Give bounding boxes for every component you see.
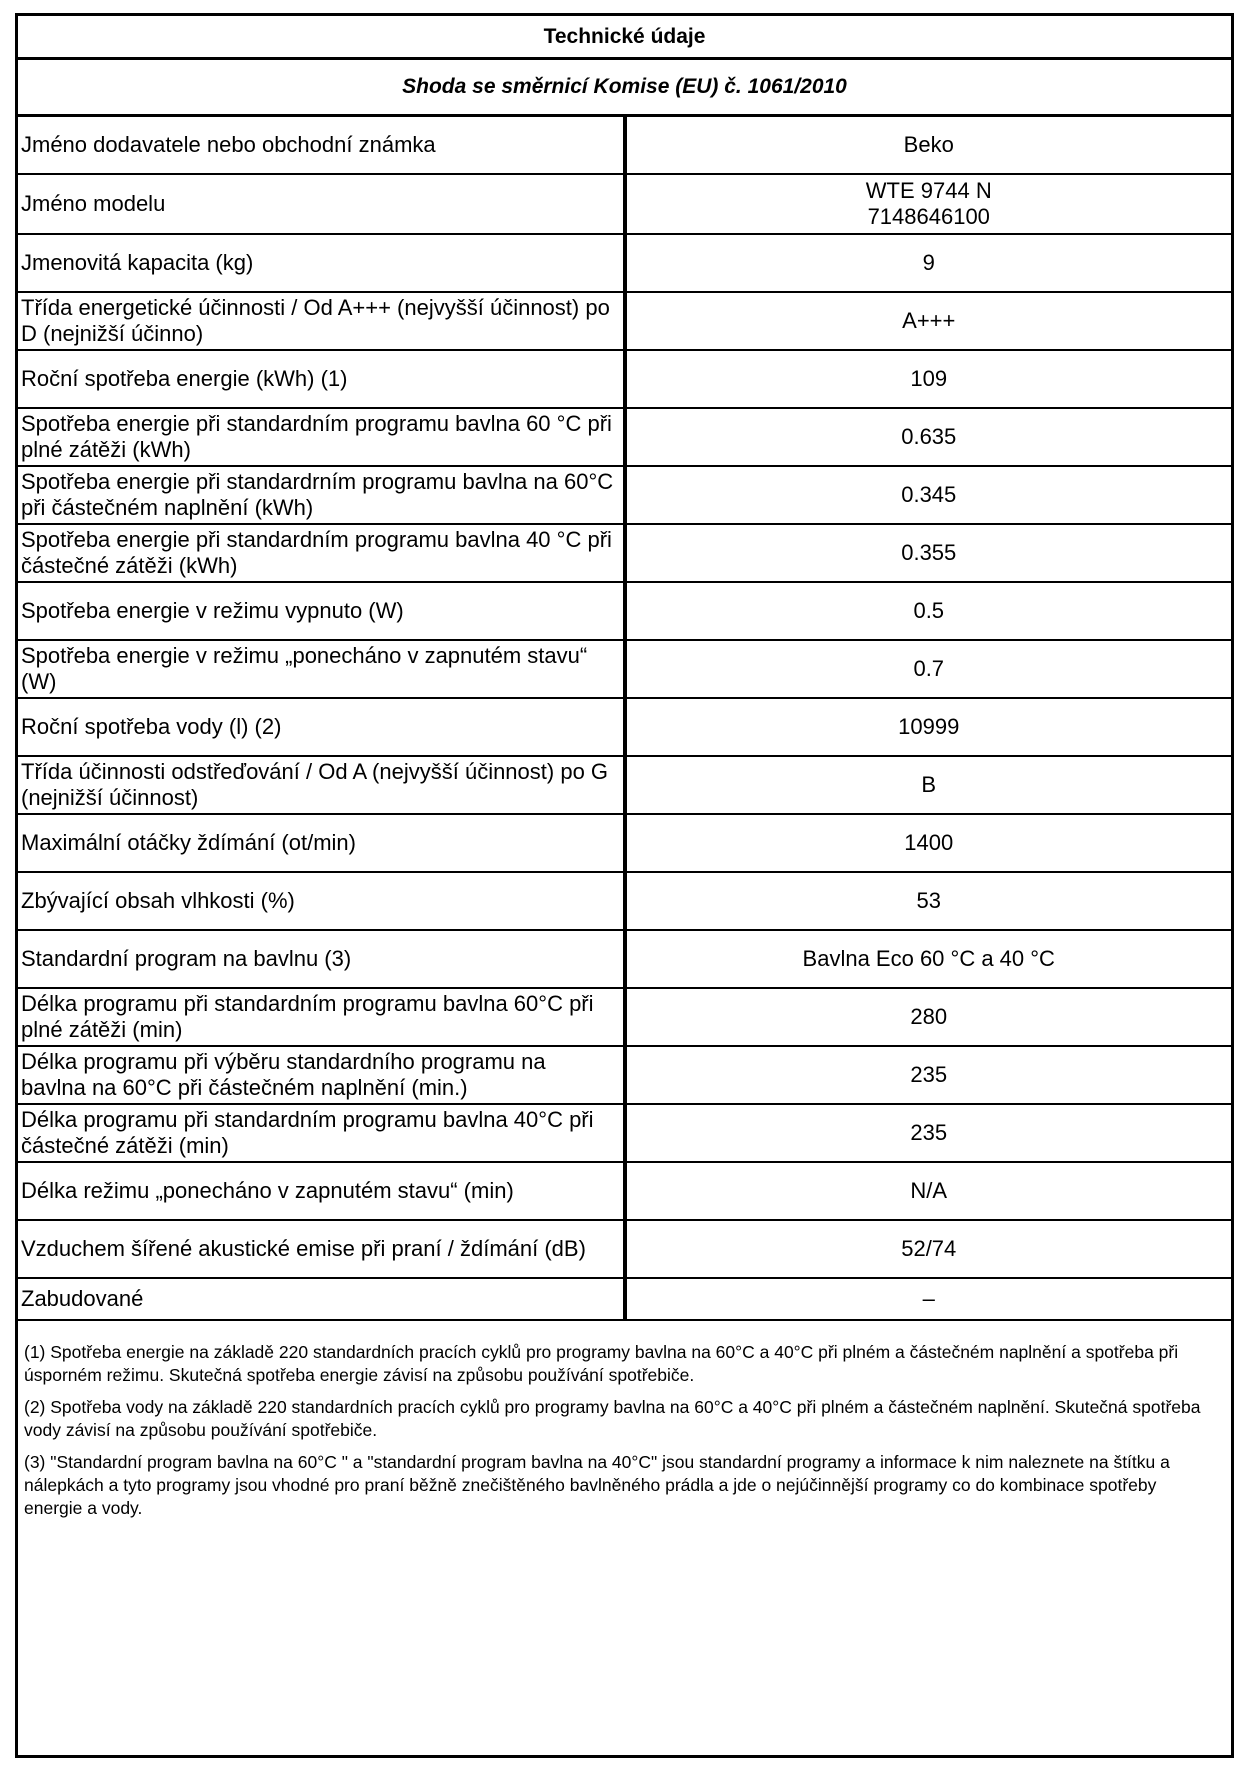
row-value [625,756,1232,814]
row-value [625,640,1232,698]
footnote-1: (1) Spotřeba energie na základě 220 standardních pracích cyklů pro programy bavlna na 60°C a 40°C při plném a částečném naplnění a spotřeba při úsporném režimu. Skutečná spotřeba energie závisí na způsobu používání spotřebiče. [24,1341,1179,1385]
row-value-line: 235 [910,1061,948,1087]
table-row [18,988,1231,1046]
row-label: Délka programu při standardním programu bavlna 60°C při plné zátěži (min) [18,988,625,1046]
row-label: Jméno dodavatele nebo obchodní známka [18,116,625,174]
row-value [625,930,1232,988]
table-row [18,524,1231,582]
row-label: Jmenovitá kapacita (kg) [18,234,625,292]
row-label: Zabudované [18,1278,625,1320]
row-label: Standardní program na bavlnu (3) [18,930,625,988]
footnotes [18,1321,1231,1520]
row-value [625,408,1232,466]
row-value [625,814,1232,872]
row-value-line: 280 [910,1003,948,1029]
row-label: Délka programu při standardním programu bavlna 40°C při částečné zátěži (min) [18,1104,625,1162]
table-row [18,698,1231,756]
row-value-line: N/A [910,1177,948,1203]
table-row [18,1162,1231,1220]
row-value-line: 0.635 [901,423,957,449]
table-row [18,930,1231,988]
row-label: Spotřeba energie při standardním programu bavlna 40 °C při částečné zátěži (kWh) [18,524,625,582]
row-label: Spotřeba energie při standardním programu bavlna 60 °C při plné zátěži (kWh) [18,408,625,466]
row-value [625,1220,1232,1278]
row-value [625,1278,1232,1320]
row-value-line: A+++ [902,307,956,333]
table-row [18,582,1231,640]
row-value-line: 10999 [898,713,960,739]
table-row [18,350,1231,408]
table-row [18,292,1231,350]
row-value [625,1104,1232,1162]
row-value-line: 9 [922,249,935,275]
row-value-line: Beko [903,131,954,157]
row-value-line: 235 [910,1119,948,1145]
table-body [18,16,1231,1320]
row-label: Délka režimu „ponecháno v zapnutém stavu“ (min) [18,1162,625,1220]
table-row [18,1104,1231,1162]
row-value [625,1046,1232,1104]
row-value [625,466,1232,524]
row-value-line: WTE 9744 N [865,177,992,203]
technical-data-sheet [15,13,1234,1758]
technical-data-table [18,16,1231,1321]
sheet-subtitle: Shoda se směrnicí Komise (EU) č. 1061/2010 [18,59,1231,116]
table-row [18,116,1231,174]
row-value-line-2: 7148646100 [867,203,990,229]
title-row [18,16,1231,59]
row-value [625,174,1232,234]
table-row [18,640,1231,698]
row-label: Roční spotřeba energie (kWh) (1) [18,350,625,408]
row-value [625,524,1232,582]
row-value-line: 52/74 [901,1235,957,1261]
table-row [18,756,1231,814]
table-row [18,466,1231,524]
row-label: Třída účinnosti odstřeďování / Od A (nejvyšší účinnost) po G (nejnižší účinnost) [18,756,625,814]
row-value-line: 0.355 [901,539,957,565]
row-value-line: 109 [910,365,948,391]
row-value [625,872,1232,930]
row-label: Jméno modelu [18,174,625,234]
row-value-line: 0.7 [913,655,945,681]
row-value-line: 0.345 [901,481,957,507]
footnote-2: (2) Spotřeba vody na základě 220 standardních pracích cyklů pro programy bavlna na 60°C a 40°C při plném a částečném naplnění. Skutečná spotřeba vody závisí na způsobu používání spotřebiče. [24,1396,1201,1440]
sheet-title: Technické údaje [18,16,1231,59]
table-row [18,814,1231,872]
row-label: Spotřeba energie při standardrním programu bavlna na 60°C při částečném naplnění (kWh) [18,466,625,524]
table-row [18,1046,1231,1104]
table-row [18,1220,1231,1278]
subtitle-row [18,59,1231,116]
row-label: Maximální otáčky ždímání (ot/min) [18,814,625,872]
row-value [625,698,1232,756]
table-row [18,408,1231,466]
row-value [625,988,1232,1046]
row-value-line: 0.5 [913,597,945,623]
row-value-line: B [921,771,937,797]
row-value-line: Bavlna Eco 60 °C a 40 °C [802,945,1055,971]
table-row [18,1278,1231,1320]
row-value [625,234,1232,292]
table-row [18,234,1231,292]
table-row [18,872,1231,930]
footnote-3: (3) "Standardní program bavlna na 60°C " a "standardní program bavlna na 40°C" jsou standardní programy a informace k nim naleznete na štítku a nálepkách a tyto programy jsou vhodné pro praní běžně znečištěného bavlněného prádla a jde o nejúčinnější programy co do kombinace spotřeby energie a vody. [24,1451,1170,1518]
row-label: Délka programu při výběru standardního programu na bavlna na 60°C při částečném naplnění (min.) [18,1046,625,1104]
row-value-line: 1400 [904,829,954,855]
row-value [625,350,1232,408]
row-label: Zbývající obsah vlhkosti (%) [18,872,625,930]
row-label: Vzduchem šířené akustické emise při praní / ždímání (dB) [18,1220,625,1278]
row-label: Roční spotřeba vody (l) (2) [18,698,625,756]
row-value-line: – [922,1285,935,1311]
row-value [625,292,1232,350]
row-label: Třída energetické účinnosti / Od A+++ (nejvyšší účinnost) po D (nejnižší účinno) [18,292,625,350]
row-label: Spotřeba energie v režimu „ponecháno v zapnutém stavu“ (W) [18,640,625,698]
row-label: Spotřeba energie v režimu vypnuto (W) [18,582,625,640]
row-value-line: 53 [916,887,941,913]
row-value [625,1162,1232,1220]
row-value [625,116,1232,174]
row-value [625,582,1232,640]
table-row [18,174,1231,234]
